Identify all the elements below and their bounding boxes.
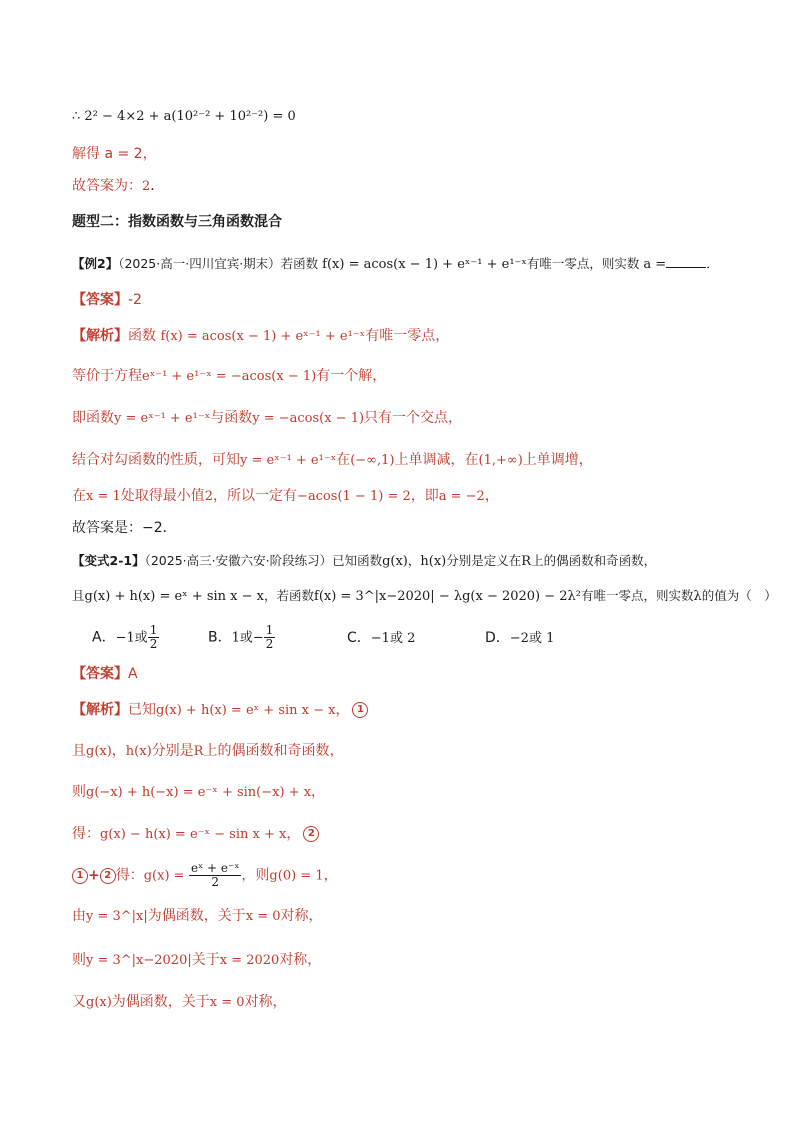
text-span: 且 (72, 588, 85, 603)
circled-number-2: 2 (100, 868, 116, 884)
text-span: 对称， (280, 908, 323, 924)
formula-span: a = −2 (438, 489, 485, 504)
analysis-3-line-7 (72, 950, 321, 971)
text-span: 函数 (128, 328, 156, 344)
text-span: ， (323, 867, 338, 884)
answer-3-value: A (128, 666, 138, 682)
text-span: ， (311, 784, 326, 800)
analysis-2-line-6 (72, 518, 177, 538)
option-text: −1或 2 (370, 631, 416, 646)
text-span: 与函数 (210, 410, 253, 426)
analysis-3-line-1 (72, 700, 368, 721)
formula-span: R (521, 554, 532, 569)
formula-span: 2 (204, 489, 214, 504)
option-b[interactable] (208, 624, 275, 651)
section-title (72, 212, 282, 232)
text-span: 则 (72, 952, 86, 968)
text-span: 分别是定义在 (446, 553, 522, 568)
formula-span: g(x) − h(x) = e⁻ˣ − sin x + x (100, 827, 287, 842)
text-span: 已知 (128, 702, 156, 718)
text-span: ， (484, 488, 499, 504)
text-span: 的值为（ ） (701, 588, 777, 603)
text-span: 在 (336, 452, 351, 468)
formula-span: g(x) + h(x) = eˣ + sin x − x (84, 589, 264, 604)
section-title-text: 题型二：指数函数与三角函数混合 (72, 214, 282, 230)
text-span: 有唯一零点， (365, 328, 450, 344)
text-span: 得： (72, 826, 100, 842)
answer-3-line (72, 664, 138, 684)
solve-line (72, 144, 157, 164)
analysis-3-line-6 (72, 906, 323, 927)
fraction-denominator: 2 (149, 637, 158, 651)
text-span: 得： (115, 867, 144, 884)
formula-span: (1,+∞) (478, 453, 523, 468)
formula-span: g(x) = (143, 868, 185, 884)
formula-span: g(−x) + h(−x) = e⁻ˣ + sin(−x) + x (86, 785, 312, 800)
analysis-2-line-2 (72, 366, 386, 387)
text-span: 上单调减，在 (394, 452, 479, 468)
fraction (148, 624, 160, 651)
analysis-3-tag: 【解析】 (72, 702, 128, 718)
formula-span: g(x) (86, 744, 112, 759)
formula-span: g(x) (382, 554, 408, 569)
example-2-formula: f(x) = acos(x − 1) + eˣ⁻¹ + e¹⁻ˣ (322, 257, 527, 272)
fraction-numerator: eˣ + e⁻ˣ (191, 861, 240, 875)
text-span: 即函数 (72, 410, 114, 426)
formula-span: h(x) (420, 554, 447, 569)
formula-span: f(x) = 3^|x−2020| − λg(x − 2020) − 2λ² (314, 589, 582, 604)
answer-3-tag: 【答案】 (72, 666, 128, 682)
analysis-3-line-2 (72, 741, 343, 762)
circled-number-1: 1 (352, 702, 368, 718)
solve-text: 解得 a = 2， (72, 146, 157, 162)
text-span: 关于 (191, 952, 220, 968)
formula-span: x = 1 (86, 489, 121, 504)
text-span: ，若函数 (264, 588, 315, 603)
text-span: ，则 (241, 867, 270, 884)
fraction (189, 862, 241, 889)
text-span: 为偶函数，关于 (147, 908, 246, 924)
text-span: ， (407, 553, 421, 568)
text-span: ， (286, 826, 301, 842)
formula-span: x = 2020 (219, 953, 280, 968)
answer-line-1 (72, 176, 164, 197)
equation-text: ∴ 2² − 4×2 + a(10²⁻² + 10²⁻²) = 0 (72, 109, 296, 124)
answer-value: 2 (142, 179, 151, 194)
formula-span: (−∞,1) (350, 453, 395, 468)
plus-sign: + (88, 867, 100, 884)
example-2-mid: 有唯一零点，则实数 (526, 256, 640, 271)
text-span: 处取得最小值 (120, 488, 205, 504)
text-span: 等价于方程 (72, 368, 142, 384)
option-text: −1或 (115, 630, 148, 646)
text-span: 且 (72, 743, 86, 759)
formula-span: y = 3^|x| (86, 909, 148, 924)
analysis-3-line-3 (72, 782, 325, 803)
example-2-end: ． (706, 256, 719, 271)
analysis-2-line-3 (72, 408, 462, 429)
text-span: 由 (72, 908, 86, 924)
variant-2-1-line-1 (72, 551, 656, 572)
text-span: ，所以一定有 (213, 488, 298, 504)
fraction-numerator: 1 (265, 623, 274, 637)
formula-span: eˣ⁻¹ + e¹⁻ˣ = −acos(x − 1) (142, 369, 317, 384)
formula-span: x = 0 (245, 909, 281, 924)
analysis-2-line-5 (72, 486, 499, 507)
text-span: 有一个解， (316, 368, 387, 384)
option-d[interactable] (485, 628, 554, 649)
text-span: 对称， (279, 952, 322, 968)
text-span: 在 (72, 488, 86, 504)
option-a[interactable] (92, 624, 159, 651)
formula-span: g(0) = 1 (269, 868, 324, 884)
text-span: 对称， (244, 994, 287, 1010)
conclusion-text: 故答案是：−2． (72, 520, 177, 536)
option-text: −2或 1 (509, 631, 555, 646)
example-2-line (72, 254, 719, 275)
text-span: （2025·高三·安徽六安·阶段练习）已知函数 (144, 553, 383, 568)
option-label: C． (347, 630, 371, 646)
text-span: 上单调增， (522, 452, 593, 468)
answer-label: 故答案为： (72, 178, 142, 194)
circled-number-2: 2 (303, 826, 319, 842)
analysis-2-tag: 【解析】 (72, 328, 128, 344)
formula-span: −acos(1 − 1) = 2 (297, 489, 411, 504)
analysis-2-line-4 (72, 450, 593, 471)
answer-2-tag: 【答案】 (72, 292, 128, 308)
formula-span: f(x) = acos(x − 1) + eˣ⁻¹ + e¹⁻ˣ (160, 329, 366, 344)
fraction-numerator: 1 (149, 623, 158, 637)
text-span: 上的偶函数和奇函数， (531, 553, 657, 568)
analysis-3-line-8 (72, 992, 287, 1013)
formula-span: y = 3^|x−2020| (86, 953, 192, 968)
fraction-denominator: 2 (211, 875, 220, 889)
text-span: 又 (72, 994, 86, 1010)
formula-span: g(x) (86, 995, 112, 1010)
option-c[interactable] (347, 628, 415, 649)
answer-blank (666, 255, 706, 268)
options-row (0, 624, 794, 652)
formula-span: y = eˣ⁻¹ + e¹⁻ˣ (240, 453, 337, 468)
text-span: ， (335, 702, 350, 718)
formula-span: h(x) (125, 744, 152, 759)
formula-span: y = −acos(x − 1) (252, 411, 365, 426)
analysis-3-line-5 (72, 862, 338, 889)
text-span: 结合对勾函数的性质，可知 (72, 452, 240, 468)
text-span: 有唯一零点，则实数 (581, 588, 694, 603)
formula-span: x = 0 (209, 995, 245, 1010)
example-2-var: a = (643, 257, 667, 272)
formula-span: y = eˣ⁻¹ + e¹⁻ˣ (114, 411, 211, 426)
variant-2-1-line-2 (72, 586, 777, 607)
option-label: B． (208, 629, 232, 646)
text-span: ，即 (410, 488, 439, 504)
formula-span: g(x) + h(x) = eˣ + sin x − x (156, 703, 336, 718)
text-span: 上的偶函数和奇函数， (203, 743, 344, 759)
text-span: ， (111, 743, 126, 759)
variant-tag: 【变式2-1】 (72, 553, 145, 568)
fraction (264, 624, 276, 651)
example-2-tag: 【例2】 (72, 256, 119, 271)
analysis-3-line-4 (72, 824, 319, 845)
answer-end: ． (150, 178, 165, 194)
text-span: 为偶函数，关于 (111, 994, 210, 1010)
option-text: 1或− (231, 630, 264, 646)
option-label: D． (485, 630, 510, 646)
text-span: 则 (72, 784, 86, 800)
equation-line-1 (72, 107, 296, 127)
formula-span: λ (693, 589, 702, 604)
text-span: 分别是 (151, 743, 194, 759)
answer-2-value: -2 (128, 292, 142, 308)
answer-2-line (72, 290, 142, 310)
option-label: A． (92, 629, 116, 646)
circled-number-1: 1 (72, 868, 88, 884)
fraction-denominator: 2 (265, 637, 274, 651)
formula-span: R (193, 744, 204, 759)
analysis-2-line-1 (72, 326, 449, 347)
text-span: 只有一个交点， (364, 410, 463, 426)
example-2-source: （2025·高一·四川宜宾·期末）若函数 (118, 256, 319, 271)
